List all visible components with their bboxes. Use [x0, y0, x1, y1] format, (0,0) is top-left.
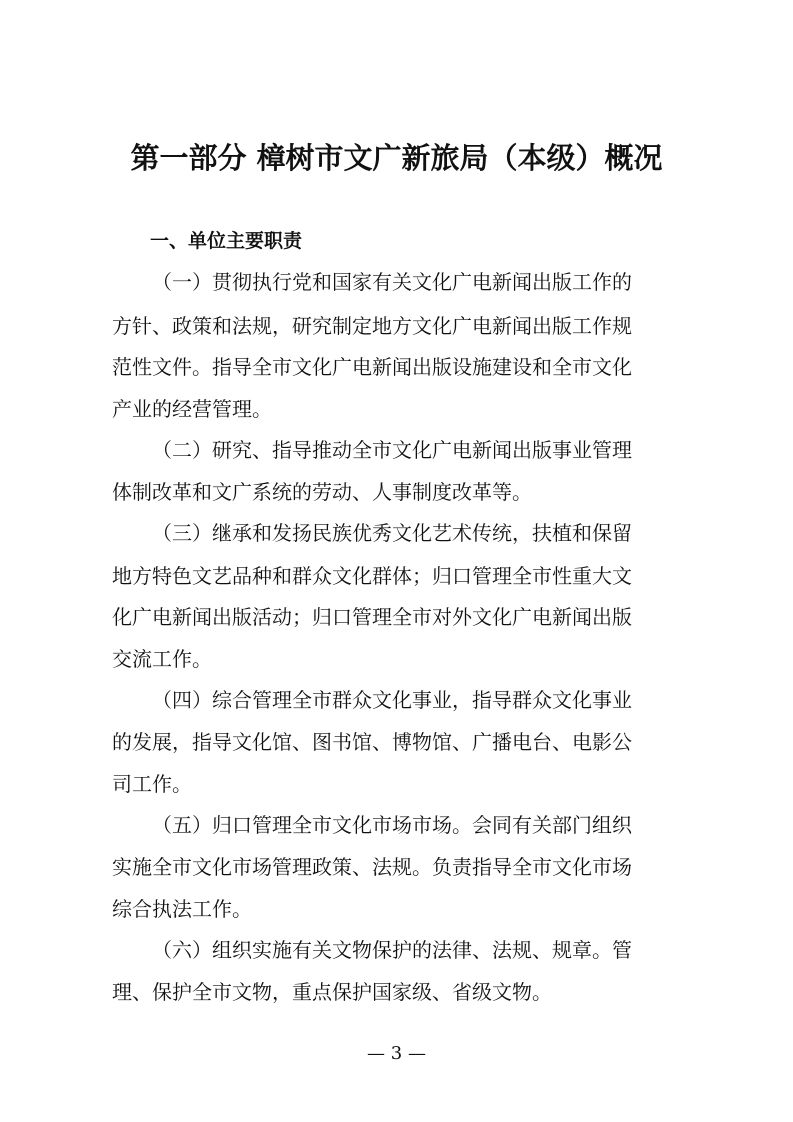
paragraph-line: 范性文件。指导全市文化广电新闻出版设施建设和全市文化 — [112, 355, 632, 379]
paragraph-line: 司工作。 — [112, 772, 192, 796]
paragraph-line: 化广电新闻出版活动；归口管理全市对外文化广电新闻出版 — [112, 605, 632, 629]
paragraph-line: 体制改革和文广系统的劳动、人事制度改革等。 — [112, 480, 532, 504]
section-heading: 一、单位主要职责 — [150, 230, 303, 252]
paragraph-line: 实施全市文化市场管理政策、法规。负责指导全市文化市场 — [112, 855, 632, 879]
paragraph-line: 方针、政策和法规，研究制定地方文化广电新闻出版工作规 — [112, 314, 632, 338]
paragraph-line: （三）继承和发扬民族优秀文化艺术传统，扶植和保留 — [152, 521, 632, 545]
paragraph-line: （五）归口管理全市文化市场市场。会同有关部门组织 — [152, 813, 632, 837]
page-number: — 3 — — [367, 1043, 426, 1064]
page-title: 第一部分 樟树市文广新旅局（本级）概况 — [130, 141, 663, 175]
paragraph-line: 地方特色文艺品种和群众文化群体；归口管理全市性重大文 — [112, 564, 632, 588]
paragraph-line: （一）贯彻执行党和国家有关文化广电新闻出版工作的 — [152, 270, 632, 294]
paragraph-line: （六）组织实施有关文物保护的法律、法规、规章。管 — [152, 938, 632, 962]
paragraph-line: 综合执法工作。 — [112, 897, 252, 921]
paragraph-line: 交流工作。 — [112, 647, 212, 671]
paragraph-line: 产业的经营管理。 — [112, 397, 272, 421]
paragraph-line: （四）综合管理全市群众文化事业，指导群众文化事业 — [152, 688, 632, 712]
paragraph-line: 的发展，指导文化馆、图书馆、博物馆、广播电台、电影公 — [112, 730, 632, 754]
paragraph-line: （二）研究、指导推动全市文化广电新闻出版事业管理 — [152, 438, 632, 462]
paragraph-line: 理、保护全市文物，重点保护国家级、省级文物。 — [112, 980, 552, 1004]
